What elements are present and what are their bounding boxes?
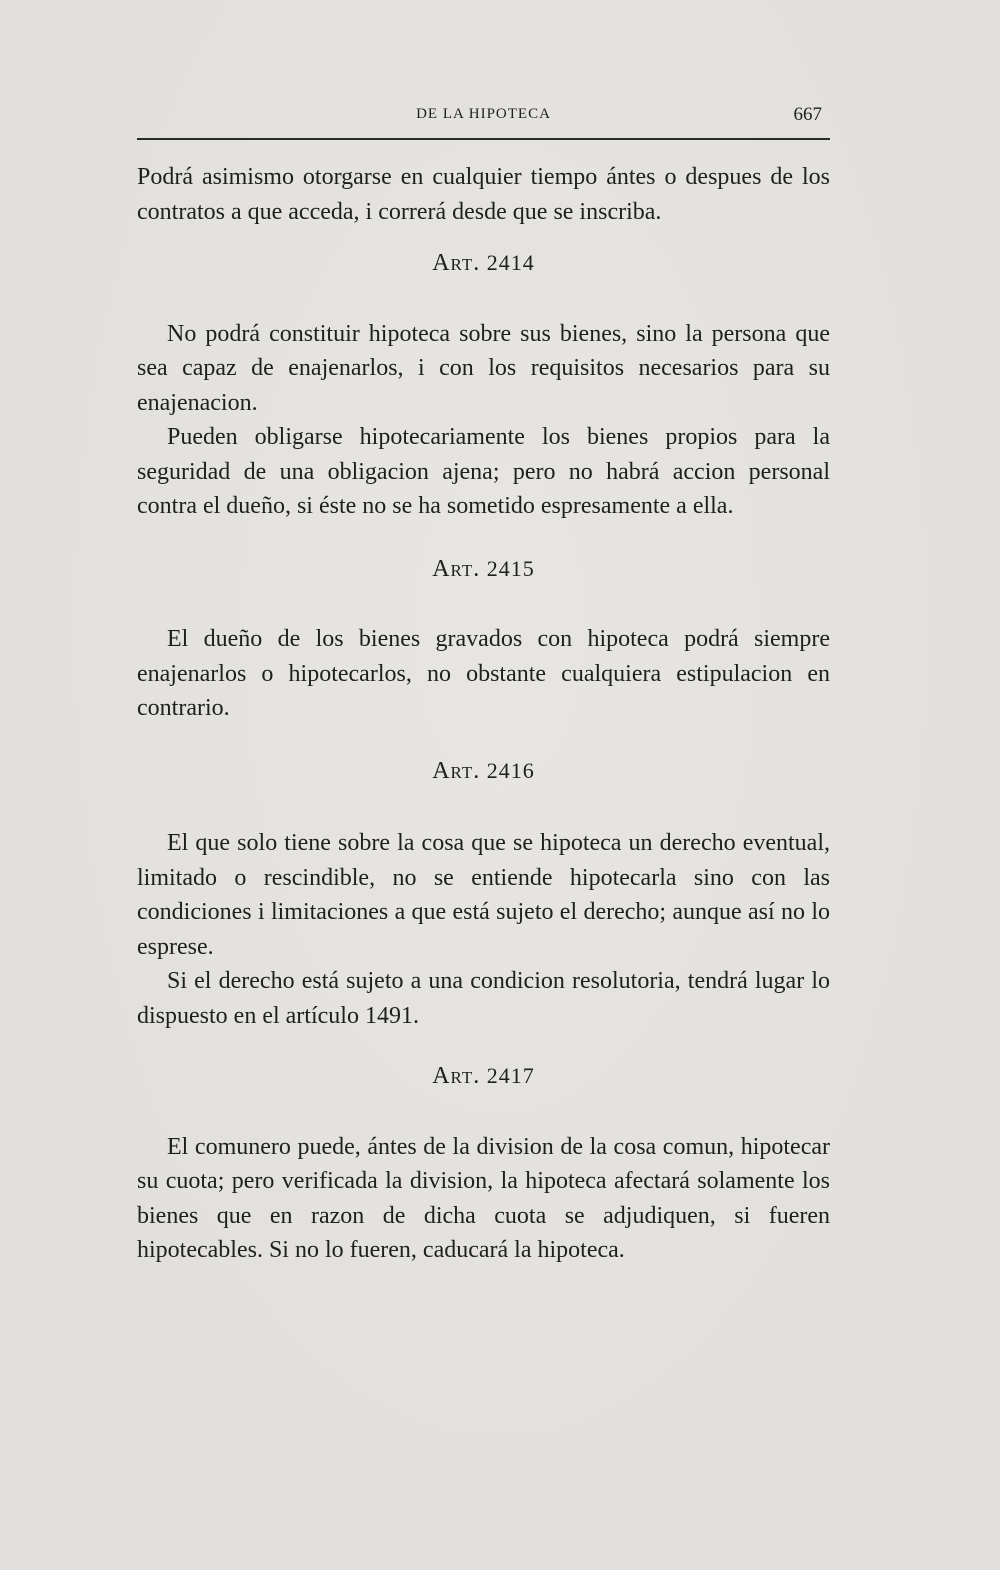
page-number: 667 [793, 104, 822, 125]
article-label: Art. [432, 757, 481, 784]
article-2415-paragraph-1: El dueño de los bienes gravados con hipoteca podrá siempre enajenarlos o hipotecarlos, no obstante cualquiera estipulacion en contrario. [137, 626, 830, 721]
article-2414-paragraph-1: No podrá constituir hipoteca sobre sus bienes, sino la persona que sea capaz de enajenarlos, i con los requisitos necesarios para su enajenacion. [137, 320, 830, 416]
article-2414-paragraph-2: Pueden obligarse hipotecariamente los bienes propios para la seguridad de una obligacion ajena; pero no habrá accion personal contra el dueño, si éste no se ha sometido espresamente a ella. [137, 424, 830, 519]
article-label: Art. [432, 555, 481, 582]
intro-paragraph: Podrá asimismo otorgarse en cualquier tiempo ántes o despues de los contratos a que acceda, i correrá desde que se inscriba. [137, 164, 830, 225]
article-heading-2414 [137, 246, 830, 281]
page-body [137, 160, 830, 1268]
article-label: Art. [432, 250, 481, 276]
running-header [137, 104, 830, 132]
article-heading-2417 [137, 1059, 830, 1094]
header-rule [137, 138, 830, 140]
article-number: 2417 [486, 1063, 535, 1088]
article-number: 2414 [486, 250, 535, 275]
article-number: 2415 [486, 555, 535, 581]
article-number: 2416 [486, 757, 535, 783]
article-heading-2416 [137, 754, 830, 789]
article-2417-paragraph-1: El comunero puede, ántes de la division de la cosa comun, hipotecar su cuota; pero verificada la division, la hipoteca afectará solamente los bienes que en razon de dicha cuota se adjudiquen, si fueren hipotecables. Si no lo fueren, caducará la hipoteca. [137, 1133, 830, 1263]
running-title: DE LA HIPOTECA [416, 106, 551, 122]
article-2416-paragraph-1: El que solo tiene sobre la cosa que se hipoteca un derecho eventual, limitado o rescindible, no se entiende hipotecarla sino con las condiciones i limitaciones a que está sujeto el derecho; aunque así no lo esprese. [137, 830, 830, 960]
article-2416-paragraph-2: Si el derecho está sujeto a una condicion resolutoria, tendrá lugar lo dispuesto en el artículo 1491. [137, 968, 830, 1029]
article-heading-2415 [137, 552, 830, 587]
article-label: Art. [432, 1063, 481, 1089]
